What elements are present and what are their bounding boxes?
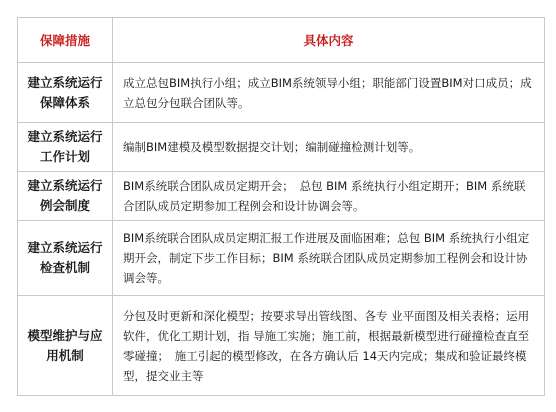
measure-cell: 建立系统运行 例会制度 [18,172,113,221]
table-row [18,63,545,123]
table-row [18,172,545,221]
table-header-row [18,18,545,63]
header-content: 具体内容 [113,18,545,63]
content-cell: 成立总包BIM执行小组；成立BIM系统领导小组；职能部门设置BIM对口成员；成立总包分包联合团队等。 [113,63,545,123]
measure-cell: 模型维护与应 用机制 [18,296,113,396]
measures-table [17,17,545,396]
content-cell: 编制BIM建模及模型数据提交计划；编制碰撞检测计划等。 [113,123,545,172]
content-cell: BIM系统联合团队成员定期开会； 总包 BIM 系统执行小组定期开；BIM 系统联合团队成员定期参加工程例会和设计协调会等。 [113,172,545,221]
measure-cell: 建立系统运行 保障体系 [18,63,113,123]
table-row [18,221,545,296]
measure-cell: 建立系统运行 工作计划 [18,123,113,172]
content-cell: 分包及时更新和深化模型；按要求导出管线图、各专 业平面图及相关表格；运用软件，优化工期计划，指 导施工实施；施工前，根据最新模型进行碰撞检查直至零碰撞； 施工引起的模型修改，在各方确认后 14天内完成；集成和验证最终模型，提交业主等 [113,296,545,396]
content-cell: BIM系统联合团队成员定期汇报工作进展及面临困难；总包 BIM 系统执行小组定期开会，制定下步工作目标；BIM 系统联合团队成员定期参加工程例会和设计协调会等。 [113,221,545,296]
table-row [18,296,545,396]
measure-cell: 建立系统运行 检查机制 [18,221,113,296]
table-row [18,123,545,172]
measures-table-container [17,17,545,395]
header-measure: 保障措施 [18,18,113,63]
